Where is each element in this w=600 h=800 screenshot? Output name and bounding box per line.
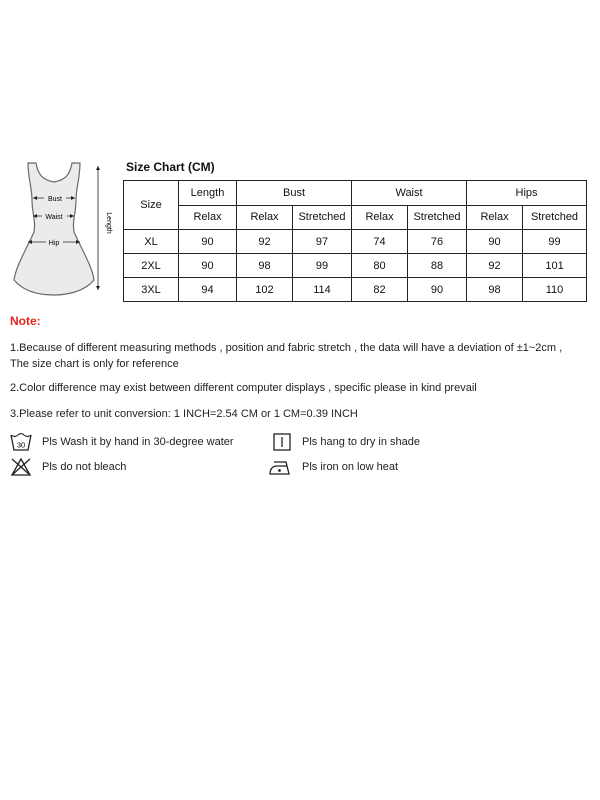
subheader-cell: Stretched xyxy=(523,205,587,230)
note-2: 2.Color difference may exist between different computer displays , specific please in kind prevail xyxy=(10,382,477,394)
note-3: 3.Please refer to unit conversion: 1 INCH=2.54 CM or 1 CM=0.39 INCH xyxy=(10,408,358,420)
dress-measurement-diagram xyxy=(6,158,116,298)
subheader-cell: Stretched xyxy=(293,205,352,230)
table-cell: 94 xyxy=(179,278,237,302)
note-1 xyxy=(10,340,562,372)
table-cell: 90 xyxy=(408,278,467,302)
care-bleach-text: Pls do not bleach xyxy=(42,461,127,473)
header-bust: Bust xyxy=(237,181,352,206)
table-cell: 3XL xyxy=(124,278,179,302)
table-cell: 97 xyxy=(293,230,352,254)
waist-label: Waist xyxy=(45,214,63,221)
table-cell: 88 xyxy=(408,254,467,278)
note-1-line-1: 1.Because of different measuring methods , position and fabric stretch , the data will have a deviation of ±1~2cm , xyxy=(10,342,563,354)
care-iron-text: Pls iron on low heat xyxy=(302,461,398,473)
table-header-row xyxy=(124,181,587,206)
table-cell: 98 xyxy=(237,254,293,278)
table-cell: 99 xyxy=(523,230,587,254)
table-cell: 92 xyxy=(237,230,293,254)
header-hips: Hips xyxy=(467,181,587,206)
table-cell: 82 xyxy=(352,278,408,302)
table-subheader-row xyxy=(124,205,587,230)
table-cell: 90 xyxy=(467,230,523,254)
table-cell: 114 xyxy=(293,278,352,302)
care-hand-wash xyxy=(10,432,234,452)
table-cell: 90 xyxy=(179,230,237,254)
header-waist: Waist xyxy=(352,181,467,206)
table-cell: 101 xyxy=(523,254,587,278)
header-size: Size xyxy=(124,181,179,230)
table-row xyxy=(124,254,587,278)
header-length: Length xyxy=(179,181,237,206)
wash-temp-label: 30 xyxy=(16,440,26,450)
table-cell: 102 xyxy=(237,278,293,302)
care-iron-low xyxy=(268,457,398,477)
size-chart-title: Size Chart (CM) xyxy=(126,160,215,174)
iron-low-heat-icon xyxy=(268,457,292,477)
table-cell: 80 xyxy=(352,254,408,278)
length-label: Length xyxy=(105,212,112,234)
table-cell: 98 xyxy=(467,278,523,302)
care-dry-text: Pls hang to dry in shade xyxy=(302,436,421,448)
subheader-cell: Relax xyxy=(352,205,408,230)
care-no-bleach xyxy=(10,457,126,477)
dress-outline-icon xyxy=(6,158,116,298)
note-1-line-2: The size chart is only for reference xyxy=(10,358,179,370)
care-wash-text: Pls Wash it by hand in 30-degree water xyxy=(42,436,234,448)
hip-label: Hip xyxy=(48,240,60,247)
bust-label: Bust xyxy=(47,196,63,203)
subheader-cell: Relax xyxy=(179,205,237,230)
hand-wash-icon xyxy=(10,432,32,452)
care-line-dry xyxy=(272,432,420,452)
table-cell: 74 xyxy=(352,230,408,254)
no-bleach-icon xyxy=(10,457,32,477)
table-row xyxy=(124,278,587,302)
table-cell: XL xyxy=(124,230,179,254)
table-cell: 76 xyxy=(408,230,467,254)
table-cell: 90 xyxy=(179,254,237,278)
table-cell: 110 xyxy=(523,278,587,302)
subheader-cell: Relax xyxy=(467,205,523,230)
subheader-cell: Stretched xyxy=(408,205,467,230)
table-cell: 99 xyxy=(293,254,352,278)
line-dry-icon xyxy=(272,432,292,452)
size-chart-table xyxy=(123,180,587,302)
table-cell: 92 xyxy=(467,254,523,278)
note-heading: Note: xyxy=(10,314,41,328)
table-cell: 2XL xyxy=(124,254,179,278)
subheader-cell: Relax xyxy=(237,205,293,230)
table-row xyxy=(124,230,587,254)
